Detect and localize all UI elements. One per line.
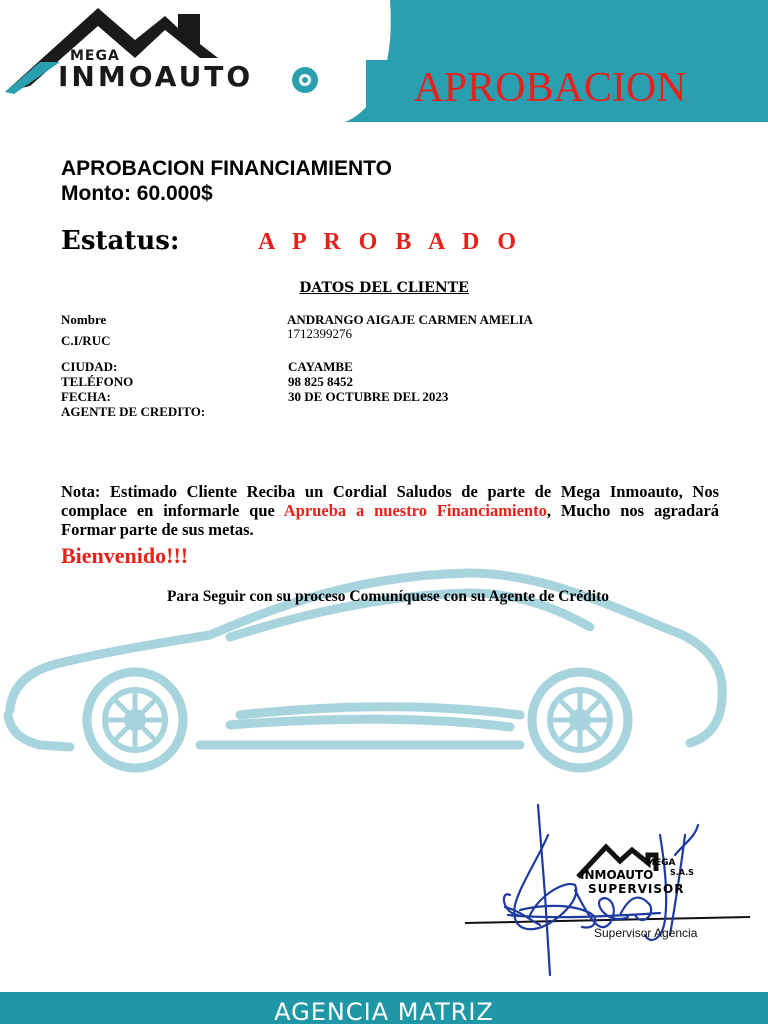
label-name: Nombre [61, 312, 107, 327]
logo-wheel-icon [292, 67, 318, 93]
note-highlight: Aprueba a nuestro Financiamiento [283, 501, 547, 520]
footer-text: AGENCIA MATRIZ [274, 998, 494, 1026]
document-title-block [61, 156, 392, 206]
logo-inmoauto-text: INMOAUTO [58, 60, 254, 93]
label-phone: TELÉFONO [61, 374, 134, 389]
logo-mega-text: MEGA [70, 48, 120, 64]
value-city: CAYAMBE [288, 359, 353, 374]
value-date: 30 DE OCTUBRE DEL 2023 [288, 389, 449, 404]
value-id: 1712399276 [287, 326, 352, 341]
client-section-title: DATOS DEL CLIENTE [299, 280, 469, 296]
label-city: CIUDAD: [61, 359, 118, 374]
document-title: APROBACION FINANCIAMIENTO [61, 157, 392, 180]
signature-label: Supervisor Agencia [594, 926, 698, 940]
note-text-part2: , Mucho nos agradará Formar parte de sus metas. [61, 501, 720, 539]
note-text-part1: Nota: Estimado Cliente Reciba un Cordial Saludos de parte de Mega Inmoauto, Nos complace en informarle que [61, 482, 719, 520]
label-id: C.I/RUC [61, 333, 111, 348]
welcome-text: Bienvenido!!! [61, 543, 189, 568]
status-label: Estatus: [61, 226, 180, 256]
follow-up-text: Para Seguir con su proceso Comuníquese con su Agente de Crédito [166, 588, 610, 605]
status-value: A P R O B A D O [258, 229, 523, 255]
stamp-mega-text: MEGA [646, 858, 676, 868]
note-paragraph [61, 482, 719, 539]
stamp-suffix-text: S.A.S [670, 868, 694, 877]
loan-amount: Monto: 60.000$ [61, 182, 213, 205]
stamp-company-text: INMOAUTO [580, 868, 654, 882]
header [0, 0, 768, 122]
value-name: ANDRANGO AIGAJE CARMEN AMELIA [287, 312, 533, 327]
label-agent: AGENTE DE CREDITO: [61, 404, 206, 419]
banner-title: APROBACION [413, 65, 687, 111]
stamp-role-text: SUPERVISOR [588, 882, 685, 896]
value-phone: 98 825 8452 [288, 374, 353, 389]
label-date: FECHA: [61, 389, 111, 404]
